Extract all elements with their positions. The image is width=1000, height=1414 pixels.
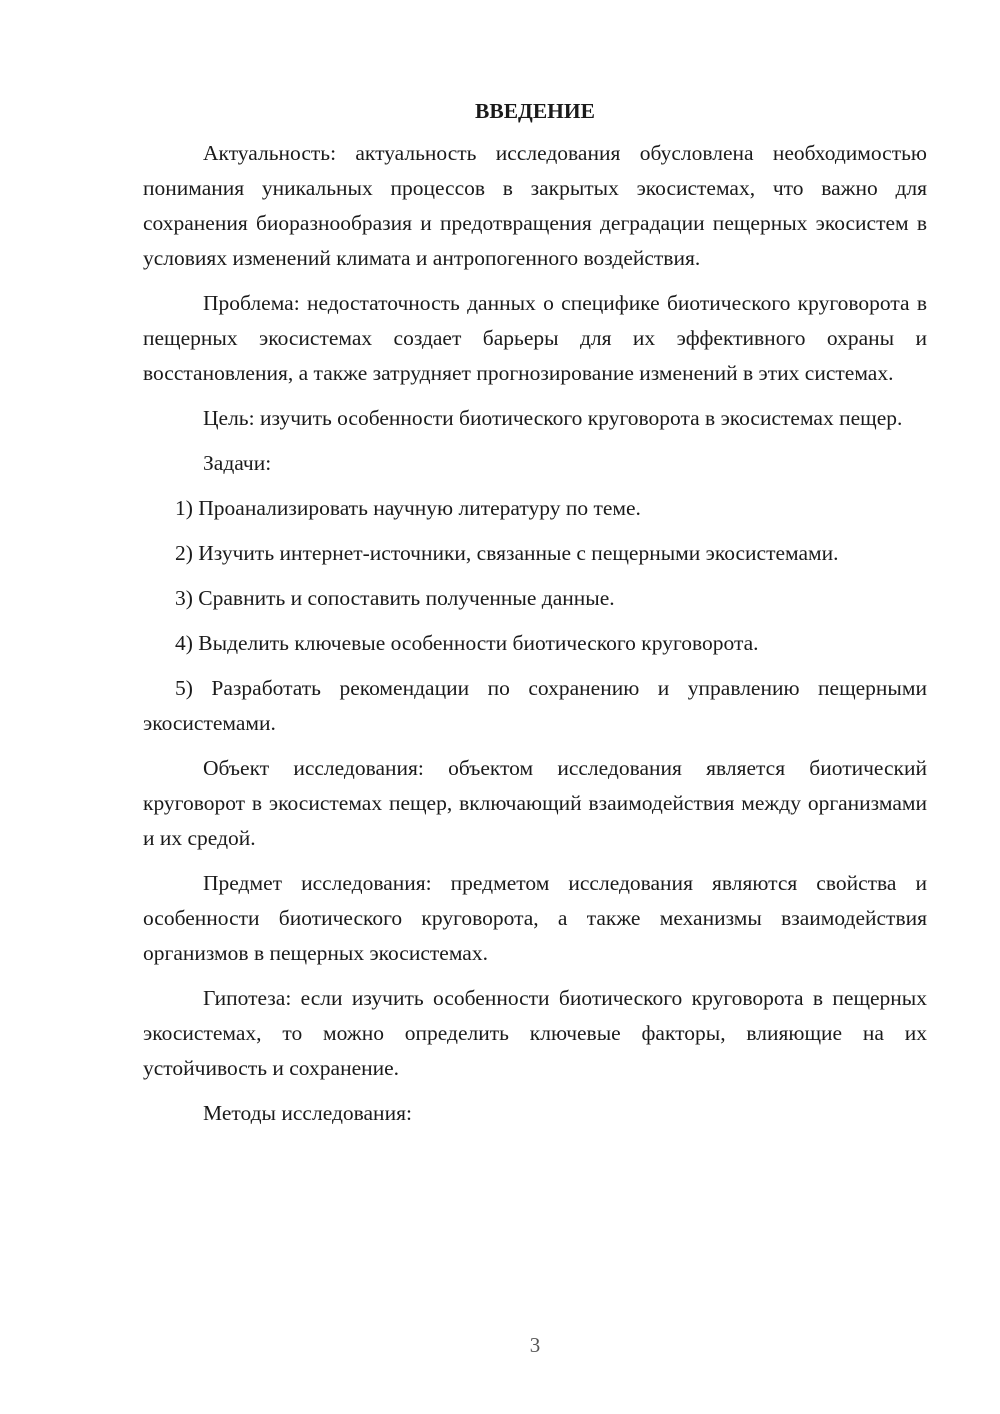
object-paragraph: Объект исследования: объектом исследования является биотический круговорот в экосистемах пещер, включающий взаимодействия между организмами и их средой. — [143, 756, 927, 850]
section-title: ВВЕДЕНИЕ — [475, 99, 595, 123]
task-item-3: 3) Сравнить и сопоставить полученные данные. — [175, 586, 615, 610]
tasks-heading: Задачи: — [203, 451, 272, 475]
problem-paragraph: Проблема: недостаточность данных о специфике биотического круговорота в пещерных экосистемах создает барьеры для их эффективного охраны и восстановления, а также затрудняет прогнозирование изменений в этих системах. — [143, 291, 927, 385]
document-page — [143, 96, 927, 1141]
task-item-5: 5) Разработать рекомендации по сохранению и управлению пещерными экосистемами. — [143, 676, 927, 735]
relevance-paragraph: Актуальность: актуальность исследования обусловлена необходимостью понимания уникальных процессов в закрытых экосистемах, что важно для сохранения биоразнообразия и предотвращения деградации пещерных экосистем в условиях изменений климата и антропогенного воздействия. — [143, 141, 927, 270]
page-number: 3 — [529, 1333, 541, 1357]
task-item-1: 1) Проанализировать научную литературу по теме. — [175, 496, 641, 520]
hypothesis-paragraph: Гипотеза: если изучить особенности биотического круговорота в пещерных экосистемах, то можно определить ключевые факторы, влияющие на их устойчивость и сохранение. — [143, 986, 927, 1080]
goal-paragraph: Цель: изучить особенности биотического круговорота в экосистемах пещер. — [203, 406, 903, 430]
task-item-4: 4) Выделить ключевые особенности биотического круговорота. — [175, 631, 759, 655]
subject-paragraph: Предмет исследования: предметом исследования являются свойства и особенности биотического круговорота, а также механизмы взаимодействия организмов в пещерных экосистемах. — [143, 871, 927, 965]
task-item-2: 2) Изучить интернет-источники, связанные с пещерными экосистемами. — [175, 541, 839, 565]
methods-heading: Методы исследования: — [203, 1101, 412, 1125]
